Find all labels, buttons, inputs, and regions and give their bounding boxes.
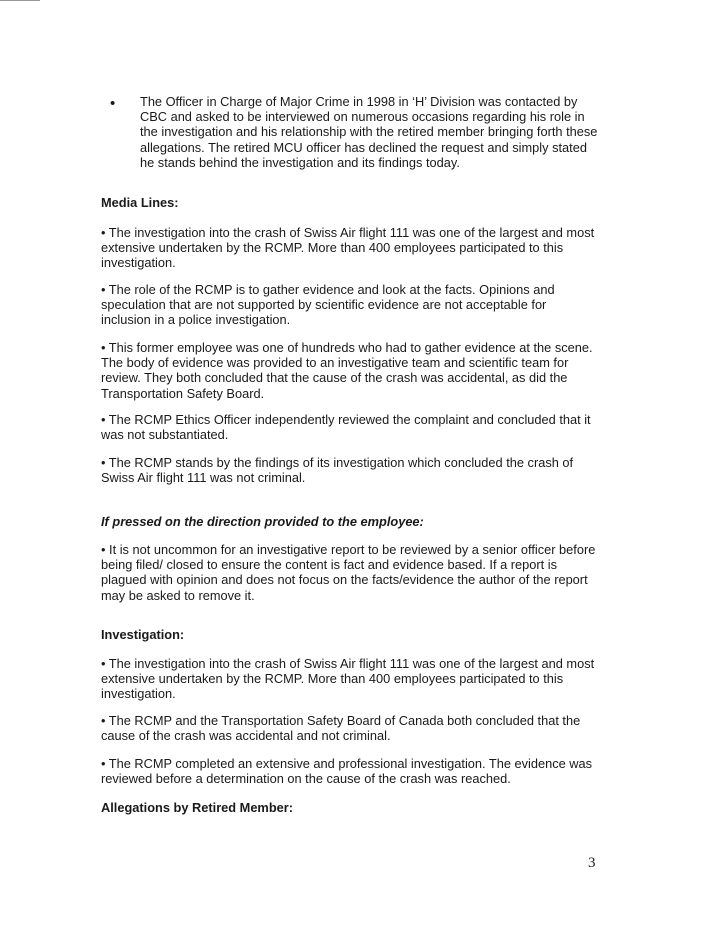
- intro-bullet: [110, 94, 598, 170]
- if-pressed-line-1: • It is not uncommon for an investigative report to be reviewed by a senior officer before being filed/ closed to ensure the content is fact and evidence based. If a report is plagued with opinion and does not focus on the facts/evidence the author of the report may be asked to remove it.: [101, 542, 596, 603]
- bullet-marker: •: [110, 95, 116, 112]
- page-number: 3: [588, 855, 596, 871]
- if-pressed-heading: If pressed on the direction provided to the employee:: [101, 514, 424, 529]
- media-line-4: • The RCMP Ethics Officer independently reviewed the complaint and concluded that it was not substantiated.: [101, 412, 591, 443]
- media-lines-heading: Media Lines:: [101, 195, 179, 210]
- investigation-line-1: • The investigation into the crash of Swiss Air flight 111 was one of the largest and most extensive undertaken by the RCMP. More than 400 employees participated to this investigation.: [101, 656, 595, 702]
- allegations-heading: Allegations by Retired Member:: [101, 800, 293, 815]
- scan-edge-line: [0, 0, 40, 1]
- media-line-5: • The RCMP stands by the findings of its investigation which concluded the crash of Swiss Air flight 111 was not criminal.: [101, 455, 574, 486]
- media-line-2: • The role of the RCMP is to gather evidence and look at the facts. Opinions and speculation that are not supported by scientific evidence are not acceptable for inclusion in a police investigation.: [101, 282, 555, 328]
- media-line-1: • The investigation into the crash of Swiss Air flight 111 was one of the largest and most extensive undertaken by the RCMP. More than 400 employees participated to this investigation.: [101, 225, 595, 271]
- intro-bullet-text: The Officer in Charge of Major Crime in 1998 in ‘H’ Division was contacted by CBC and asked to be interviewed on numerous occasions regarding his role in the investigation and his relationship with the retired member bringing forth these allegations. The retired MCU officer has declined the request and simply stated he stands behind the investigation and its findings today.: [140, 94, 598, 170]
- investigation-line-2: • The RCMP and the Transportation Safety Board of Canada both concluded that the cause of the crash was accidental and not criminal.: [101, 713, 581, 744]
- media-line-3: • This former employee was one of hundreds who had to gather evidence at the scene. The body of evidence was provided to an investigative team and scientific team for review. They both concluded that the cause of the crash was accidental, as did the Transportation Safety Board.: [101, 340, 593, 401]
- investigation-heading: Investigation:: [101, 627, 185, 642]
- investigation-line-3: • The RCMP completed an extensive and professional investigation. The evidence was reviewed before a determination on the cause of the crash was reached.: [101, 756, 593, 787]
